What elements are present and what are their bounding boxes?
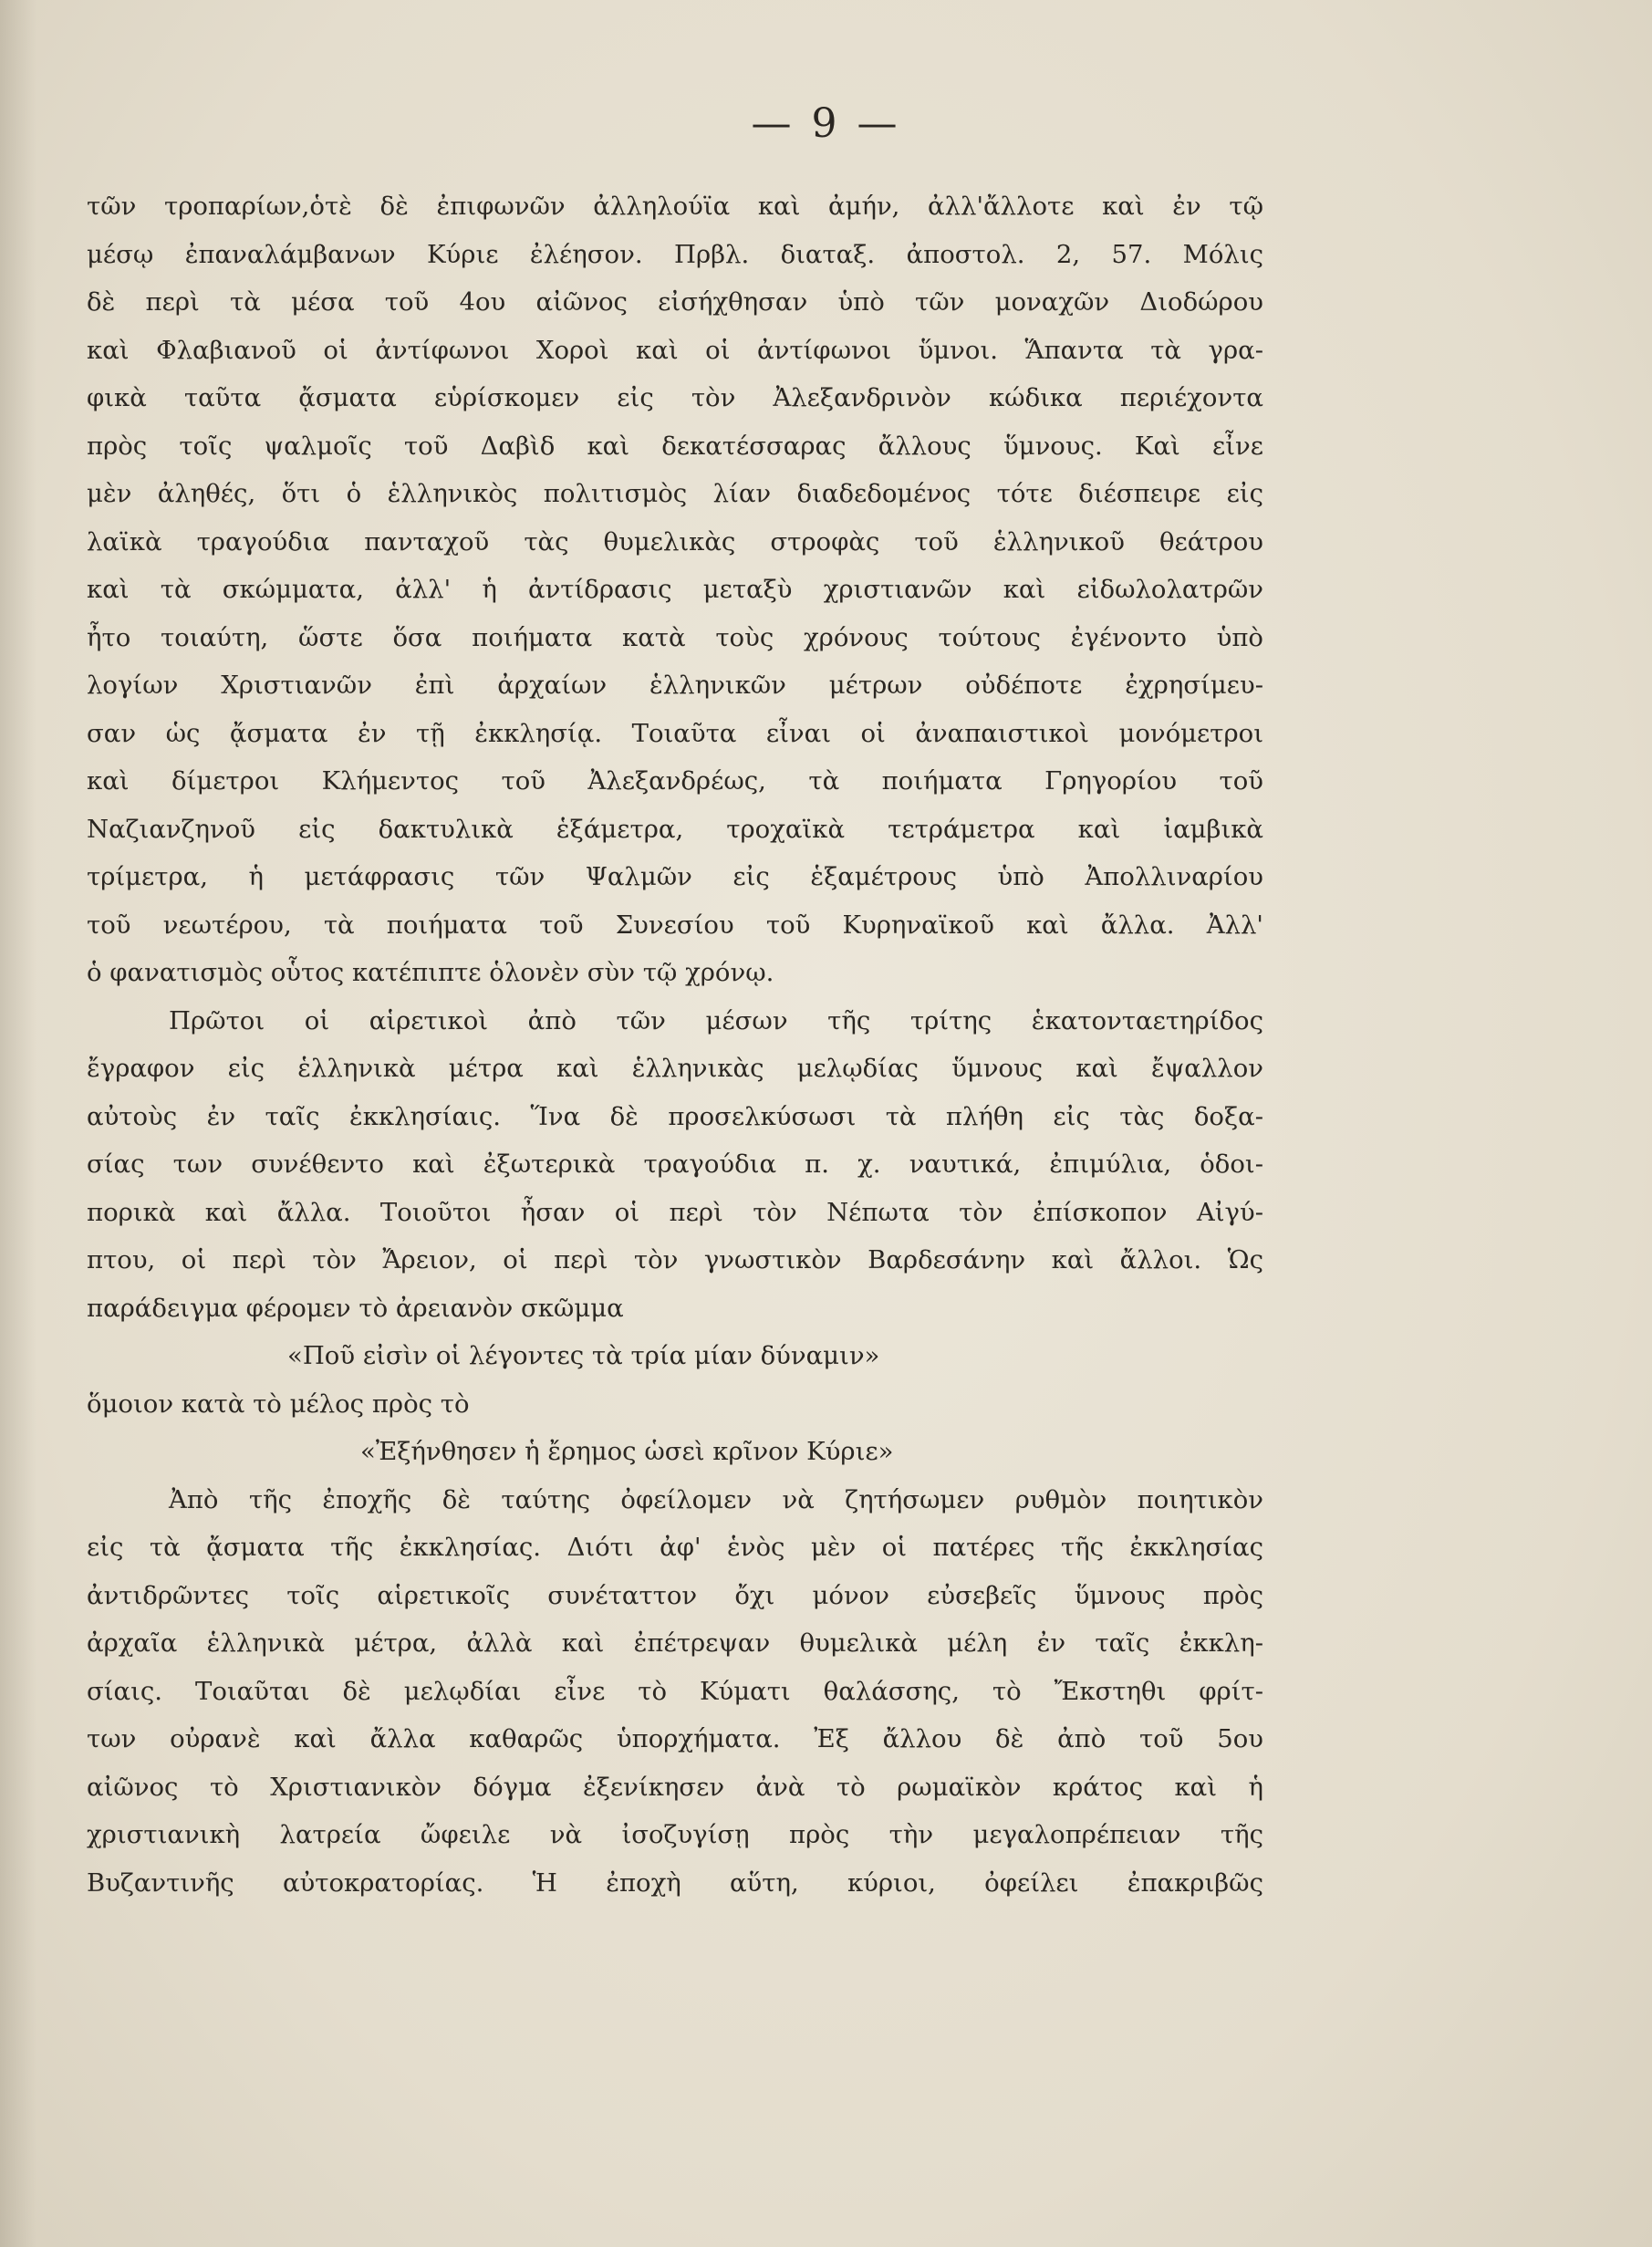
text-line: χριστιανικὴ λατρεία ὤφειλε νὰ ἰσοζυγίσῃ πρὸς τὴν μεγαλοπρέπειαν τῆς — [87, 1820, 1263, 1849]
quote-line: «Ποῦ εἰσὶν οἱ λέγοντες τὰ τρία μίαν δύναμιν» — [287, 1341, 880, 1370]
text-line: τοῦ νεωτέρου, τὰ ποιήματα τοῦ Συνεσίου τοῦ Κυρηναϊκοῦ καὶ ἄλλα. Ἀλλ' — [87, 910, 1263, 940]
text-line: δὲ περὶ τὰ μέσα τοῦ 4ου αἰῶνος εἰσήχθησαν ὑπὸ τῶν μοναχῶν Διοδώρου — [87, 287, 1263, 317]
text-line: ὁ φανατισμὸς οὗτος κατέπιπτε ὁλονὲν σὺν τῷ χρόνῳ. — [87, 958, 774, 987]
text-line: ἦτο τοιαύτη, ὥστε ὅσα ποιήματα κατὰ τοὺς χρόνους τούτους ἐγένοντο ὑπὸ — [87, 622, 1263, 652]
text-line: τρίμετρα, ἡ μετάφρασις τῶν Ψαλμῶν εἰς ἑξαμέτρους ὑπὸ Ἀπολλιναρίου — [87, 862, 1263, 891]
text-line: Ἀπὸ τῆς ἐποχῆς δὲ ταύτης ὀφείλομεν νὰ ζητήσωμεν ρυθμὸν ποιητικὸν — [169, 1484, 1263, 1514]
text-line: καὶ τὰ σκώμματα, ἀλλ' ἡ ἀντίδρασις μεταξὺ χριστιανῶν καὶ εἰδωλολατρῶν — [87, 575, 1263, 604]
text-line: σαν ὡς ᾄσματα ἐν τῇ ἐκκλησίᾳ. Τοιαῦτα εἶναι οἱ ἀναπαιστικοὶ μονόμετροι — [87, 718, 1263, 748]
text-line: πορικὰ καὶ ἄλλα. Τοιοῦτοι ἦσαν οἱ περὶ τὸν Νέπωτα τὸν ἐπίσκοπον Αἰγύ- — [87, 1197, 1263, 1227]
binding-shadow — [0, 0, 36, 2247]
text-line: σίαις. Τοιαῦται δὲ μελῳδίαι εἶνε τὸ Κύματι θαλάσσης, τὸ Ἔκστηθι φρίτ- — [87, 1676, 1263, 1706]
text-line: μέσῳ ἐπαναλάμβανων Κύριε ἐλέησον. Πρβλ. διαταξ. ἀποστολ. 2, 57. Μόλις — [87, 239, 1263, 269]
text-line: Βυζαντινῆς αὐτοκρατορίας. Ἡ ἐποχὴ αὕτη, κύριοι, ὀφείλει ἐπακριβῶς — [87, 1867, 1263, 1898]
text-line: ἀρχαῖα ἑλληνικὰ μέτρα, ἀλλὰ καὶ ἐπέτρεψαν θυμελικὰ μέλη ἐν ταῖς ἐκκλη- — [87, 1628, 1263, 1658]
text-line: καὶ Φλαβιανοῦ οἱ ἀντίφωνοι Χοροὶ καὶ οἱ ἀντίφωνοι ὕμνοι. Ἅπαντα τὰ γρα- — [87, 335, 1263, 365]
text-line: καὶ δίμετροι Κλήμεντος τοῦ Ἀλεξανδρέως, τὰ ποιήματα Γρηγορίου τοῦ — [87, 766, 1263, 796]
text-line: ἔγραφον εἰς ἑλληνικὰ μέτρα καὶ ἑλληνικὰς μελῳδίας ὕμνους καὶ ἔψαλλον — [87, 1054, 1263, 1083]
text-line: εἰς τὰ ᾄσματα τῆς ἐκκλησίας. Διότι ἀφ' ἑνὸς μὲν οἱ πατέρες τῆς ἐκκλησίας — [87, 1533, 1263, 1562]
text-line: φικὰ ταῦτα ᾄσματα εὑρίσκομεν εἰς τὸν Ἀλεξανδρινὸν κώδικα περιέχοντα — [87, 383, 1263, 412]
page-number: — 9 — — [751, 100, 901, 147]
text-line: Πρῶτοι οἱ αἱρετικοὶ ἀπὸ τῶν μέσων τῆς τρίτης ἑκατονταετηρίδος — [169, 1005, 1263, 1035]
text-line: πτου, οἱ περὶ τὸν Ἄρειον, οἱ περὶ τὸν γνωστικὸν Βαρδεσάνην καὶ ἄλλοι. Ὡς — [87, 1245, 1263, 1274]
text-line: τῶν τροπαρίων,ὁτὲ δὲ ἐπιφωνῶν ἀλληλούϊα καὶ ἀμήν, ἀλλ'ἄλλοτε καὶ ἐν τῷ — [87, 192, 1263, 221]
text-line: αὐτοὺς ἐν ταῖς ἐκκλησίαις. Ἵνα δὲ προσελκύσωσι τὰ πλήθη εἰς τὰς δοξα- — [87, 1101, 1263, 1131]
text-line: λογίων Χριστιανῶν ἐπὶ ἀρχαίων ἑλληνικῶν μέτρων οὐδέποτε ἐχρησίμευ- — [87, 671, 1263, 700]
text-line: σίας των συνέθεντο καὶ ἐξωτερικὰ τραγούδια π. χ. ναυτικά, ἐπιμύλια, ὁδοι- — [87, 1150, 1263, 1179]
text-line: παράδειγμα φέρομεν τὸ ἀρειανὸν σκῶμμα — [87, 1293, 624, 1323]
text-line: Ναζιανζηνοῦ εἰς δακτυλικὰ ἑξάμετρα, τροχαϊκὰ τετράμετρα καὶ ἰαμβικὰ — [87, 814, 1263, 844]
text-line: ὅμοιον κατὰ τὸ μέλος πρὸς τὸ — [87, 1389, 470, 1419]
body-text — [87, 182, 1263, 1907]
text-line: των οὐρανὲ καὶ ἄλλα καθαρῶς ὑπορχήματα. Ἐξ ἄλλου δὲ ἀπὸ τοῦ 5ου — [87, 1724, 1263, 1753]
text-line: λαϊκὰ τραγούδια πανταχοῦ τὰς θυμελικὰς στροφὰς τοῦ ἑλληνικοῦ θεάτρου — [87, 526, 1263, 557]
text-line: ἀντιδρῶντες τοῖς αἱρετικοῖς συνέταττον ὄχι μόνον εὐσεβεῖς ὕμνους πρὸς — [87, 1580, 1263, 1610]
text-line: πρὸς τοῖς ψαλμοῖς τοῦ Δαβὶδ καὶ δεκατέσσαρας ἄλλους ὕμνους. Καὶ εἶνε — [87, 431, 1263, 461]
text-line: αἰῶνος τὸ Χριστιανικὸν δόγμα ἐξενίκησεν ἀνὰ τὸ ρωμαϊκὸν κράτος καὶ ἡ — [87, 1772, 1263, 1802]
text-line: μὲν ἀληθές, ὅτι ὁ ἑλληνικὸς πολιτισμὸς λίαν διαδεδομένος τότε διέσπειρε εἰς — [87, 479, 1263, 508]
quote-line: «Ἐξήνθησεν ἡ ἔρημος ὡσεὶ κρῖνον Κύριε» — [360, 1437, 894, 1466]
